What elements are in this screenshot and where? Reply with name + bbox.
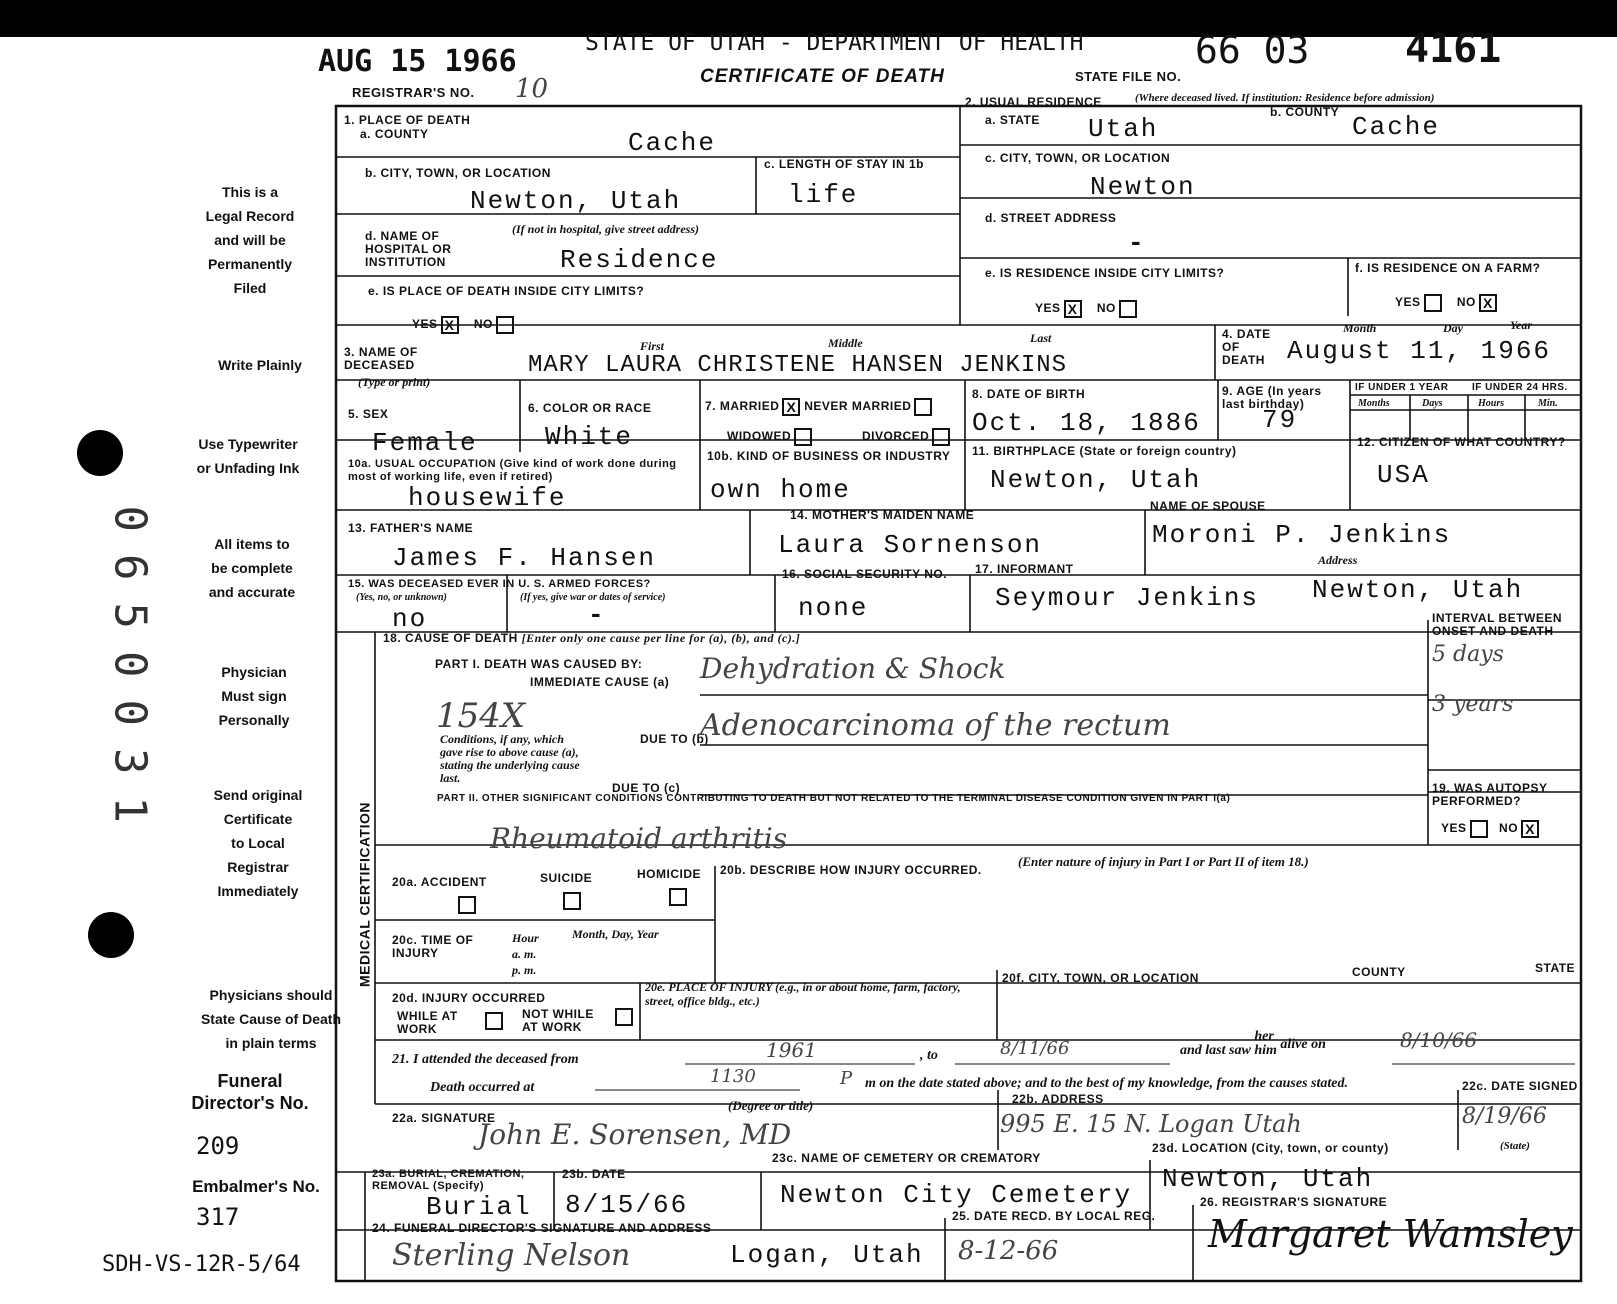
state-22-label: (State) [1500, 1140, 1530, 1152]
part-2-label: PART II. OTHER SIGNIFICANT CONDITIONS CONTRIBUTING TO DEATH BUT NOT RELATED TO THE TERMINAL DISEASE CONDITION GIVEN IN PART I(a) [437, 793, 1231, 804]
time-of-injury-label: 20c. TIME OF INJURY [392, 933, 474, 960]
alive-on-text: alive on [1280, 1037, 1326, 1052]
res-county: Cache [1352, 112, 1441, 142]
pod-no-checkbox[interactable] [496, 316, 514, 334]
cause-title: 18. CAUSE OF DEATH [383, 631, 518, 645]
autopsy-label: 19. WAS AUTOPSY PERFORMED? [1432, 781, 1548, 808]
death-occurred-rest: m on the date stated above; and to the best of my knowledge, from the causes stated. [865, 1076, 1348, 1091]
ssn-value: none [798, 593, 869, 623]
while-at-work-label: WHILE AT WORK [397, 1009, 458, 1036]
sex-label: 5. SEX [348, 407, 389, 421]
while-at-work-checkbox[interactable] [485, 1012, 503, 1030]
location-label: 23d. LOCATION (City, town, or county) [1152, 1141, 1389, 1155]
birth-label: 8. DATE OF BIRTH [972, 387, 1086, 401]
place-of-injury-label: 20e. PLACE OF INJURY (e.g., in or about home, farm, factory, street, office bldg., etc.) [645, 980, 961, 1008]
never-married-label: NEVER MARRIED [804, 399, 912, 414]
res-yes-label: YES [1035, 301, 1061, 316]
dod-day-label: Day [1443, 321, 1463, 335]
informant-address: Newton, Utah [1312, 575, 1524, 605]
attend-line-1 [392, 1054, 579, 1066]
describe-label: 20b. DESCRIBE HOW INJURY OCCURRED. [720, 863, 982, 877]
pod-city-label: b. CITY, TOWN, OR LOCATION [365, 166, 551, 180]
mdy-label: Month, Day, Year [572, 927, 659, 941]
burial-date-label: 23b. DATE [562, 1167, 626, 1181]
never-married-checkbox[interactable] [914, 398, 932, 416]
cause-note: [Enter only one cause per line for (a), (b), and (c).] [521, 631, 801, 645]
married-label: MARRIED [719, 399, 780, 414]
interval-label: INTERVAL BETWEEN ONSET AND DEATH [1432, 611, 1563, 638]
last-seen-label [1180, 1030, 1326, 1058]
burial-date: 8/15/66 [565, 1190, 689, 1220]
pm-label: p. m. [512, 963, 537, 977]
armed-sub: (Yes, no, or unknown) [356, 592, 447, 603]
citizen-label: 12. CITIZEN OF WHAT COUNTRY? [1357, 435, 1566, 449]
dod-year-label: Year [1510, 318, 1532, 332]
ssn-label: 16. SOCIAL SECURITY NO. [782, 567, 948, 581]
note-send-original: Send original Certificate to Local Registrar Immediately [213, 787, 303, 899]
occupation-value: housewife [408, 483, 567, 513]
death-time: 1130 [710, 1066, 756, 1087]
res-no-label: NO [1096, 301, 1116, 316]
attend-to-label: , to [920, 1048, 938, 1063]
pod-county-label: a. COUNTY [360, 127, 429, 141]
funeral-director-address: Logan, Utah [730, 1240, 924, 1270]
funeral-director-label: Funeral Director's No. [191, 1071, 309, 1113]
autopsy-yes-label: YES [1441, 821, 1467, 836]
occupation-label: 10a. USUAL OCCUPATION (Give kind of work done during most of working life, even if retired) [348, 458, 677, 483]
hospital-note: (If not in hospital, give street address) [512, 222, 700, 236]
farm-yes-checkbox[interactable] [1424, 294, 1442, 312]
spouse-label: NAME OF SPOUSE [1150, 499, 1266, 513]
him-text: him [1254, 1043, 1277, 1058]
res-inside-checkboxes [1035, 300, 1137, 318]
residence-note: (Where deceased lived. If institution: Residence before admission) [1135, 92, 1435, 104]
farm-no-checkbox[interactable]: X [1479, 294, 1497, 312]
age-value: 79 [1262, 405, 1298, 435]
cemetery-label: 23c. NAME OF CEMETERY OR CREMATORY [772, 1151, 1041, 1165]
burial-label: 23a. BURIAL, CREMATION, REMOVAL (Specify) [372, 1168, 525, 1192]
agency-title: STATE OF UTAH - DEPARTMENT OF HEALTH [585, 30, 1084, 56]
icd-code: 154X [436, 696, 526, 736]
date-signed-label: 22c. DATE SIGNED [1462, 1079, 1578, 1093]
under-24-hrs: IF UNDER 24 HRS. [1472, 382, 1568, 393]
first-label: First [640, 339, 665, 353]
am-label: a. m. [512, 947, 537, 961]
armed-war-value: - [588, 600, 606, 630]
res-inside-label: e. IS RESIDENCE INSIDE CITY LIMITS? [985, 266, 1225, 280]
res-county-label: b. COUNTY [1270, 105, 1340, 119]
hour-label: Hour [512, 931, 539, 945]
father-label: 13. FATHER'S NAME [348, 521, 474, 535]
hospital-value: Residence [560, 245, 719, 275]
pod-yes-label: YES [412, 317, 438, 332]
deceased-name: MARY LAURA CHRISTENE HANSEN JENKINS [528, 352, 1068, 379]
residence-label: 2. USUAL RESIDENCE [965, 95, 1102, 109]
pod-no-label: NO [473, 317, 493, 332]
funeral-director-signature: Sterling Nelson [392, 1238, 631, 1273]
due-to-b-label: DUE TO (b) [640, 732, 709, 746]
note-write-plainly: Write Plainly [218, 357, 302, 373]
birthplace-label: 11. BIRTHPLACE (State or foreign country) [972, 444, 1237, 458]
informant-address-label: Address [1318, 553, 1358, 567]
due-to-c-label: DUE TO (c) [612, 781, 681, 795]
armed-war: (If yes, give war or dates of service) [520, 592, 666, 603]
burial-value: Burial [426, 1192, 532, 1222]
last-saw-text: and last saw [1180, 1043, 1251, 1058]
vertical-serial-number: 0650031 [104, 505, 156, 845]
age-label: 9. AGE (In years last birthday) [1222, 384, 1322, 411]
hours-label: Hours [1478, 398, 1505, 409]
informant-label: 17. INFORMANT [975, 562, 1074, 576]
res-city-label: c. CITY, TOWN, OR LOCATION [985, 151, 1171, 165]
date-recd-label: 25. DATE RECD. BY LOCAL REG. [952, 1209, 1156, 1223]
not-while-at-work-label: NOT WHILE AT WORK [522, 1007, 594, 1034]
autopsy-no-checkbox[interactable]: X [1521, 820, 1539, 838]
immediate-label: IMMEDIATE CAUSE (a) [530, 675, 670, 689]
birth-value: Oct. 18, 1886 [972, 408, 1201, 438]
cause-a: Dehydration & Shock [700, 652, 1006, 685]
attend-from-label: 21. I attended the deceased from [392, 1052, 579, 1067]
registrar-signature: Margaret Wamsley [1208, 1212, 1573, 1256]
signature-label: 22a. SIGNATURE [392, 1111, 496, 1125]
sex-value: Female [372, 428, 478, 458]
business-value: own home [710, 475, 851, 505]
funeral-director-no: 209 [196, 1132, 240, 1160]
embalmer-label: Embalmer's No. [192, 1177, 320, 1196]
business-label: 10b. KIND OF BUSINESS OR INDUSTRY [707, 449, 951, 463]
autopsy-checkboxes [1441, 820, 1539, 838]
injury-county-label: COUNTY [1352, 965, 1406, 979]
divorced-label: DIVORCED [862, 429, 930, 444]
date-of-death-label: 4. DATE OF DEATH [1222, 327, 1271, 367]
homicide-label: HOMICIDE [637, 867, 701, 881]
middle-label: Middle [828, 336, 863, 350]
alive-on-date: 8/10/66 [1400, 1028, 1478, 1052]
race-value: White [545, 422, 634, 452]
name-sub: (Type or print) [358, 375, 431, 389]
citizen-value: USA [1377, 460, 1430, 490]
injury-state-label: STATE [1535, 961, 1576, 975]
note-complete: All items to be complete and accurate [208, 536, 296, 600]
stay-value: life [788, 180, 859, 210]
min-label: Min. [1538, 398, 1558, 409]
physician-signature: John E. Sorensen, MD [478, 1118, 792, 1151]
her-text: her [1254, 1029, 1274, 1044]
armed-value: no [392, 604, 428, 634]
medical-certification-label: MEDICAL CERTIFICATION [356, 802, 373, 987]
name-label: 3. NAME OF DECEASED [344, 345, 418, 372]
widowed-label: WIDOWED [727, 429, 792, 444]
pod-county: Cache [628, 128, 717, 158]
cemetery-value: Newton City Cemetery [780, 1180, 1133, 1210]
injury-city-label: 20f. CITY, TOWN, OR LOCATION [1002, 971, 1199, 985]
res-street-label: d. STREET ADDRESS [985, 211, 1117, 225]
under-1-year: IF UNDER 1 YEAR [1355, 382, 1449, 393]
hospital-label: d. NAME OF HOSPITAL OR INSTITUTION [365, 229, 452, 269]
death-occurred-label: Death occurred at [430, 1080, 535, 1095]
form-code: SDH-VS-12R-5/64 [102, 1252, 301, 1277]
accident-label: 20a. ACCIDENT [392, 875, 487, 889]
degree-label: (Degree or title) [728, 1098, 814, 1113]
father-value: James F. Hansen [392, 543, 657, 573]
dod-month-label: Month [1343, 321, 1377, 335]
interval-b: 3 years [1432, 692, 1514, 717]
date-of-death: August 11, 1966 [1287, 336, 1552, 366]
part-1-label: PART I. DEATH WAS CAUSED BY: [435, 657, 643, 671]
farm-no-label: NO [1456, 295, 1476, 310]
state-file-number: 66 03 [1195, 28, 1310, 72]
accident-checkbox[interactable] [458, 896, 476, 914]
pod-inside-label: e. IS PLACE OF DEATH INSIDE CITY LIMITS? [368, 284, 645, 298]
note-typewriter: Use Typewriter or Unfading Ink [196, 436, 300, 476]
last-label: Last [1030, 331, 1052, 345]
embalmer-no: 317 [196, 1203, 240, 1231]
suicide-label: SUICIDE [540, 871, 593, 885]
res-yes-checkbox[interactable]: X [1064, 300, 1082, 318]
note-physician: Physician Must sign Personally [218, 664, 290, 728]
location-value: Newton, Utah [1162, 1164, 1374, 1194]
cause-b: Adenocarcinoma of the rectum [700, 708, 1171, 743]
mother-value: Laura Sornenson [778, 530, 1043, 560]
death-time-pm: P [840, 1068, 853, 1089]
res-no-checkbox[interactable] [1119, 300, 1137, 318]
part-2-value: Rheumatoid arthritis [490, 822, 788, 855]
injury-occurred-label: 20d. INJURY OCCURRED [392, 991, 546, 1005]
autopsy-no-label: NO [1499, 821, 1519, 836]
res-street: - [1128, 228, 1146, 258]
marital-label [705, 398, 932, 416]
widowed-checkbox[interactable] [794, 428, 812, 446]
res-state: Utah [1088, 114, 1159, 144]
certificate-title: CERTIFICATE OF DEATH [700, 66, 945, 87]
pod-city: Newton, Utah [470, 186, 682, 216]
funeral-director-sig-label: 24. FUNERAL DIRECTOR'S SIGNATURE AND ADDRESS [372, 1221, 712, 1235]
physician-address: 995 E. 15 N. Logan Utah [1000, 1110, 1302, 1138]
date-recd: 8-12-66 [958, 1236, 1059, 1266]
attend-to: 8/11/66 [1000, 1038, 1070, 1059]
address-22b-label: 22b. ADDRESS [1012, 1092, 1104, 1106]
divorced-checkbox[interactable] [932, 428, 950, 446]
stamp-date: AUG 15 1966 [318, 44, 517, 79]
mother-label: 14. MOTHER'S MAIDEN NAME [790, 508, 975, 522]
place-of-death-label: 1. PLACE OF DEATH [344, 113, 471, 127]
marital-num: 7. [705, 399, 717, 414]
res-city: Newton [1090, 172, 1196, 202]
race-label: 6. COLOR OR RACE [528, 401, 652, 415]
homicide-checkbox[interactable] [669, 888, 687, 906]
conditions-note: Conditions, if any, which gave rise to above cause (a), stating the underlying cause last. [440, 732, 580, 785]
registrar-no-label: REGISTRAR'S NO. [352, 85, 475, 100]
months-label: Months [1358, 398, 1390, 409]
widowed-row [727, 428, 950, 446]
registrar-sig-label: 26. REGISTRAR'S SIGNATURE [1200, 1195, 1388, 1209]
date-signed: 8/19/66 [1462, 1104, 1547, 1129]
registrar-no: 10 [515, 74, 549, 104]
suicide-checkbox[interactable] [563, 892, 581, 910]
res-state-label: a. STATE [985, 113, 1040, 127]
not-while-at-work-checkbox[interactable] [615, 1008, 633, 1026]
note-legal-record: This is a Legal Record and will be Permanently Filed [205, 184, 295, 296]
farm-label: f. IS RESIDENCE ON A FARM? [1355, 261, 1541, 275]
spouse-value: Moroni P. Jenkins [1152, 520, 1452, 550]
birthplace-value: Newton, Utah [990, 465, 1202, 495]
days-label: Days [1422, 398, 1443, 409]
stay-label: c. LENGTH OF STAY IN 1b [764, 157, 924, 171]
cause-label [383, 632, 800, 645]
state-file-no-label: STATE FILE NO. [1075, 69, 1182, 84]
farm-yes-label: YES [1395, 295, 1421, 310]
attend-from: 1961 [766, 1038, 817, 1062]
pod-yes-checkbox[interactable]: X [441, 316, 459, 334]
autopsy-yes-checkbox[interactable] [1470, 820, 1488, 838]
armed-label: 15. WAS DECEASED EVER IN U. S. ARMED FORCES? [348, 578, 651, 590]
certificate-number: 4161 [1405, 26, 1502, 72]
pod-inside-checkboxes [412, 316, 514, 334]
informant-value: Seymour Jenkins [995, 583, 1260, 613]
married-checkbox[interactable]: X [782, 398, 800, 416]
describe-note: (Enter nature of injury in Part I or Part II of item 18.) [1018, 854, 1309, 869]
interval-a: 5 days [1432, 642, 1504, 667]
note-plain-terms: Physicians should State Cause of Death in plain terms [200, 987, 342, 1051]
farm-checkboxes [1395, 294, 1497, 312]
